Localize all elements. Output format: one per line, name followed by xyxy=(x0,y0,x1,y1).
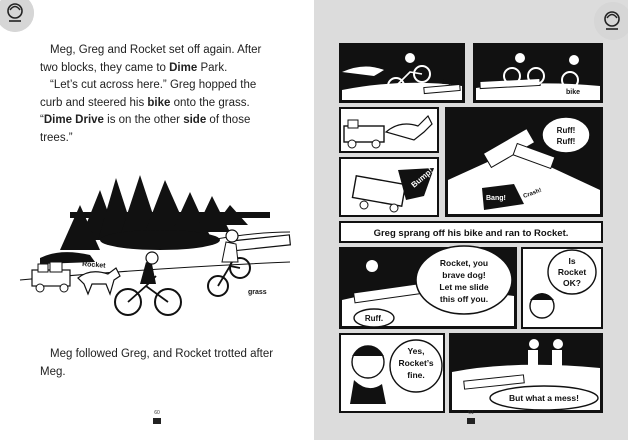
panel-3 xyxy=(340,108,438,152)
bike-label: bike xyxy=(566,89,581,96)
comic-panels xyxy=(314,0,628,440)
panel-7 xyxy=(340,334,444,412)
bump-sound: Bump! xyxy=(409,166,435,190)
book-logo-icon xyxy=(153,418,161,424)
panel-6 xyxy=(522,248,602,328)
ruff-sound-1: Ruff! xyxy=(556,126,576,135)
meg-speech-1: Is xyxy=(568,256,576,266)
page-number-right: 61 xyxy=(468,410,474,416)
caption-text: Greg sprang off his bike and ran to Rocket. xyxy=(373,228,569,239)
page-number-left: 60 xyxy=(154,410,160,416)
greg-reply-1: Yes, xyxy=(407,346,425,356)
paragraph-1: Meg, Greg and Rocket set off again. After two blocks, they came to Dime Park. xyxy=(40,44,262,74)
right-page xyxy=(314,0,628,440)
rocket-label: Rocket xyxy=(81,261,106,270)
book-logo-icon xyxy=(467,418,475,424)
greg-speech-2: brave dog! xyxy=(442,270,486,280)
panel-2 xyxy=(474,44,602,102)
crash-sound: Crash! xyxy=(522,187,543,200)
panel-8 xyxy=(450,334,602,412)
paragraph-2: “Let’s cut across here.” Greg hopped the curb and steered his bike onto the grass. “Dime Drive is on the other side of those trees.” xyxy=(40,79,257,144)
greg-reply-2: Rocket’s xyxy=(398,358,434,368)
greg-reply-3: fine. xyxy=(407,370,425,380)
closing-speech: But what a mess! xyxy=(509,393,579,403)
grass-label: grass xyxy=(248,289,267,296)
paragraph-3: Meg followed Greg, and Rocket trotted after Meg. xyxy=(40,348,274,378)
greg-speech-3: Let me slide xyxy=(439,282,489,292)
meg-speech-2: Rocket xyxy=(557,267,587,277)
ruff-sound-2: Ruff! xyxy=(556,137,576,146)
greg-speech-1: Rocket, you xyxy=(439,258,489,268)
greg-speech-4: this off you. xyxy=(439,294,489,304)
panel-5 xyxy=(340,246,516,328)
log-label: log xyxy=(442,79,453,86)
meg-speech-3: OK? xyxy=(563,278,581,288)
dog-speech: Ruff. xyxy=(364,314,384,323)
story-text-bottom xyxy=(40,346,280,381)
bang-sound: Bang! xyxy=(486,195,506,202)
panel-1 xyxy=(340,44,464,102)
caption-box xyxy=(340,222,602,242)
